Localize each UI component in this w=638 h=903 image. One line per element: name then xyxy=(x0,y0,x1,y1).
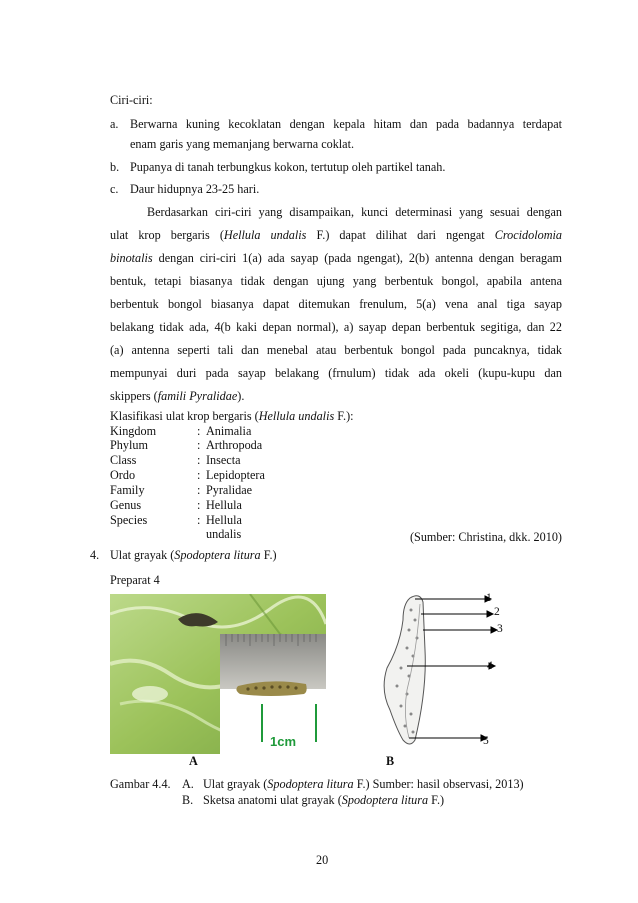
paragraph-line-9: skippers (famili Pyralidae). xyxy=(110,389,245,403)
preparat-label: Preparat 4 xyxy=(110,573,160,587)
scale-label: 1cm xyxy=(270,734,297,749)
sketch-label-1: 1 xyxy=(486,592,492,604)
paragraph-line-6: belakang tidak ada, 4(b kaki depan normal), a) sayap depan berbentuk segitiga, dan 22 xyxy=(110,320,562,334)
caption-b-marker: B. xyxy=(182,793,194,807)
caption-lead: Gambar 4.4. xyxy=(110,777,171,791)
figure-label-a: A xyxy=(189,754,198,768)
ciri-heading: Ciri-ciri: xyxy=(110,93,153,107)
figure-label-b: B xyxy=(386,754,395,768)
paragraph-line-7: (a) antenna seperti tali dan menebal atau berbentuk bongol pada puncaknya, tidak xyxy=(110,343,562,357)
list-marker-b: b. xyxy=(110,160,120,174)
list-marker-a: a. xyxy=(110,117,119,131)
ciri-a-line1: Berwarna kuning kecoklatan dengan kepala hitam dan pada badannya terdapat xyxy=(130,117,562,131)
paragraph-line-5: berbentuk bongol biasanya dapat ditemukan frenulum, 5(a) vena anal tiga sayap xyxy=(110,297,562,311)
paragraph-line-8: mempunyai duri pada sayap belakang (frnulum) tidak ada okeli (kupu-kupu dan xyxy=(110,366,562,380)
section-title: Ulat grayak (Spodoptera litura F.) xyxy=(110,548,277,562)
ciri-c-text: Daur hidupnya 23-25 hari. xyxy=(130,182,260,196)
paragraph-line-3: binotalis dengan ciri-ciri 1(a) ada sayap (pada ngengat), 2(b) antenna dengan beragam xyxy=(110,251,562,265)
ciri-b-text: Pupanya di tanah terbungkus kokon, tertutup oleh partikel tanah. xyxy=(130,160,446,174)
paragraph-line-1: Berdasarkan ciri-ciri yang disampaikan, kunci determinasi yang sesuai dengan xyxy=(147,205,562,219)
sketch-label-2: 2 xyxy=(494,606,500,618)
caption-a-marker: A. xyxy=(182,777,194,791)
paragraph-line-2: ulat krop bergaris (Hellula undalis F.) dapat dilihat dari ngengat Crocidolomia xyxy=(110,228,562,242)
sketch-label-3: 3 xyxy=(497,623,503,635)
source-citation: (Sumber: Christina, dkk. 2010) xyxy=(410,530,562,544)
caption-a: Ulat grayak (Spodoptera litura F.) Sumber: hasil observasi, 2013) xyxy=(203,777,524,791)
sketch-label-4: 4 xyxy=(487,660,493,672)
list-marker-c: c. xyxy=(110,182,119,196)
paragraph-line-4: bentuk, tetapi biasanya tidak dengan ujung yang berbentuk bongol, apabila antena xyxy=(110,274,562,288)
section-number: 4. xyxy=(90,548,100,562)
ciri-a-line2: enam garis yang memanjang berwarna coklat. xyxy=(130,137,355,151)
caterpillar-photo xyxy=(110,594,326,754)
caption-b: Sketsa anatomi ulat grayak (Spodoptera litura F.) xyxy=(203,793,445,807)
page-number: 20 xyxy=(316,853,329,867)
classification-heading: Klasifikasi ulat krop bergaris (Hellula undalis F.): xyxy=(110,409,354,423)
sketch-label-5: 5 xyxy=(483,735,489,747)
